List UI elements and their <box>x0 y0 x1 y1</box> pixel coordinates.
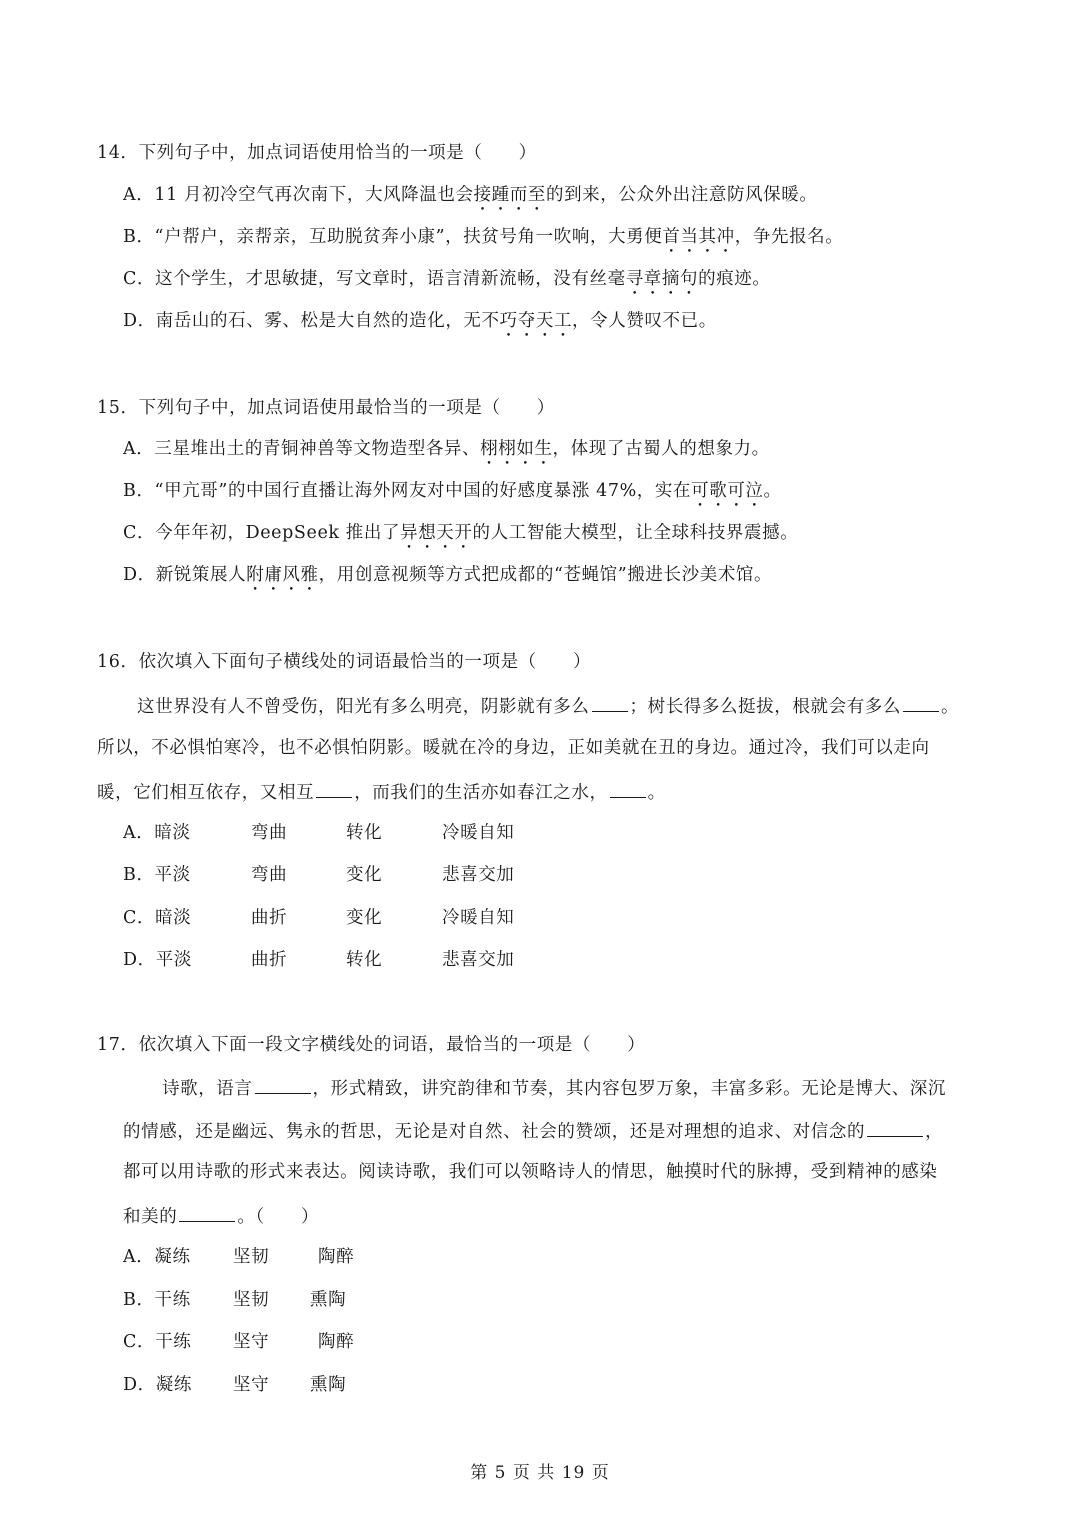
fill-blank[interactable] <box>179 1203 235 1222</box>
question-17-passage-line-3: 都可以用诗歌的形式来表达。阅读诗歌，我们可以领略诗人的情思，触摸时代的脉搏，受到精神的感染 <box>123 1162 938 1182</box>
fill-blank[interactable] <box>903 693 939 712</box>
fill-blank[interactable] <box>610 779 646 798</box>
dotted-word: 栩栩如生 <box>480 439 553 459</box>
dotted-word: 可歌可泣 <box>691 481 764 501</box>
dotted-word: 接踵而至 <box>473 185 546 205</box>
dotted-word: 首当其冲 <box>662 227 735 247</box>
fill-blank[interactable] <box>255 1075 311 1094</box>
exam-page: 14．下列句子中，加点词语使用恰当的一项是（ ） A．11 月初冷空气再次南下，大风降温也会接踵而至的到来，公众外出注意防风保暖。 B．“户帮户，亲帮亲，互助脱贫奔小康”，扶贫号角一吹响，大勇便首当其冲，争先报名。 C．这个学生，才思敏捷，写文章时，语言清新流畅，没有丝毫寻章摘句的痕迹。 D．南岳山的石、雾、松是大自然的造化，无不巧夺天工，令人赞叹不已。 15．下列句子中，加点词语使用最恰当的一项是（ ） A．三星堆出土的青铜神兽等文物造型各异、栩栩如生，体现了古蜀人的想象力。 B．“甲亢哥”的中国行直播让海外网友对中国的好感度暴涨 47%，实在可歌可泣。 C．今年年初，DeepSeek 推出了异想天开的人工智能大模型，让全球科技界震撼。 D．新锐策展人附庸风雅，用创意视频等方式把成都的“苍蝇馆”搬进长沙美术馆。 16．依次填入下面句子横线处的词语最恰当的一项是（ ） 这世界没有人不曾受伤，阳光有多么明亮，阴影就有多么 ；树长得多么挺拔，根就会有多么 。 所以，不必惧怕寒冷，也不必惧怕阴影。暖就在冷的身边，正如美就在丑的身边。通过冷，我们可以走向 暖，它们相互依存，又相互 ，而我们的生活亦如春江之水， 。 A．暗淡 弯曲 转化 冷暖自知 B．平淡 弯曲 变化 悲喜交加 C．暗淡 曲折 变化 冷暖自知 D．平淡 曲折 转化 悲喜交加 17．依次填入下面一段文字横线处的词语，最恰当的一项是（ ） 诗歌，语言 ，形式精致，讲究韵律和节奏，其内容包罗万象，丰富多彩。无论是博大、深沉 的情感，还是幽远、隽永的哲思，无论是对自然、社会的赞颂，还是对理想的追求、对信念的 ， 都可以用诗歌的形式来表达。阅读诗歌，我们可以领略诗人的情思，触摸时代的脉搏，受到精神的感染 和美的 。（ ） A．凝练 坚韧 陶醉 B．干练 坚韧 熏陶 C．干练 坚守 陶醉 D．凝练 坚守 熏陶 第 5 页 共 19 页 <box>0 0 1080 1528</box>
dotted-word: 异想天开 <box>400 523 473 543</box>
question-16-passage-line-2: 所以，不必惧怕寒冷，也不必惧怕阴影。暖就在冷的身边，正如美就在丑的身边。通过冷，我们可以走向 <box>97 738 930 758</box>
question-14-stem: 14．下列句子中，加点词语使用恰当的一项是（ ） <box>97 143 537 163</box>
question-15-stem: 15．下列句子中，加点词语使用最恰当的一项是（ ） <box>97 398 555 418</box>
question-17-passage-line-2: 的情感，还是幽远、隽永的哲思，无论是对自然、社会的赞颂，还是对理想的追求、对信念的 ， <box>123 1118 943 1144</box>
question-15-option-d[interactable]: D．新锐策展人附庸风雅，用创意视频等方式把成都的“苍蝇馆”搬进长沙美术馆。 <box>123 565 773 585</box>
fill-blank[interactable] <box>316 779 352 798</box>
question-17-passage-line-1: 诗歌，语言 ，形式精致，讲究韵律和节奏，其内容包罗万象，丰富多彩。无论是博大、深沉 <box>162 1075 946 1101</box>
dotted-word: 附庸风雅 <box>246 565 319 585</box>
question-15-option-c[interactable]: C．今年年初，DeepSeek 推出了异想天开的人工智能大模型，让全球科技界震撼。 <box>123 523 799 543</box>
page-number-footer: 第 5 页 共 19 页 <box>470 1463 610 1483</box>
question-17-passage-line-4: 和美的 。（ ） <box>123 1203 319 1229</box>
question-15-option-b[interactable]: B．“甲亢哥”的中国行直播让海外网友对中国的好感度暴涨 47%，实在可歌可泣。 <box>123 481 782 501</box>
question-14-option-c[interactable]: C．这个学生，才思敏捷，写文章时，语言清新流畅，没有丝毫寻章摘句的痕迹。 <box>123 269 771 289</box>
fill-blank[interactable] <box>867 1118 923 1137</box>
question-16-passage-line-1: 这世界没有人不曾受伤，阳光有多么明亮，阴影就有多么 ；树长得多么挺拔，根就会有多么 。 <box>137 693 959 719</box>
dotted-word: 巧夺天工 <box>499 311 573 331</box>
question-16-stem: 16．依次填入下面句子横线处的词语最恰当的一项是（ ） <box>97 652 592 672</box>
question-14-option-d[interactable]: D．南岳山的石、雾、松是大自然的造化，无不巧夺天工，令人赞叹不已。 <box>123 311 717 331</box>
question-16-passage-line-3: 暖，它们相互依存，又相互 ，而我们的生活亦如春江之水， 。 <box>97 779 666 805</box>
question-14-option-b[interactable]: B．“户帮户，亲帮亲，互助脱贫奔小康”，扶贫号角一吹响，大勇便首当其冲，争先报名。 <box>123 227 844 247</box>
question-17-stem: 17．依次填入下面一段文字横线处的词语，最恰当的一项是（ ） <box>97 1035 646 1055</box>
question-14-option-a[interactable]: A．11 月初冷空气再次南下，大风降温也会接踵而至的到来，公众外出注意防风保暖。 <box>123 185 818 205</box>
fill-blank[interactable] <box>592 693 628 712</box>
dotted-word: 寻章摘句 <box>625 269 699 289</box>
question-15-option-a[interactable]: A．三星堆出土的青铜神兽等文物造型各异、栩栩如生，体现了古蜀人的想象力。 <box>123 439 770 459</box>
